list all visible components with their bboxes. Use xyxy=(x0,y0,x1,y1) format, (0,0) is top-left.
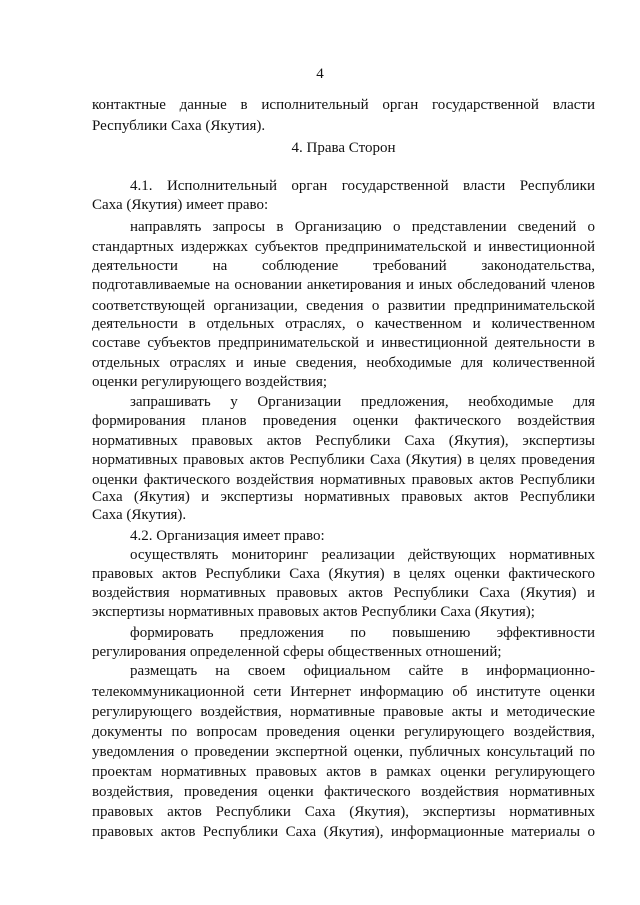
text-line: регулирующего воздействия, нормативные правовые акты и методические xyxy=(92,704,595,720)
text-line: направлять запросы в Организацию о представлении сведений о xyxy=(130,219,595,235)
text-line: 4.1. Исполнительный орган государственной власти Республики xyxy=(130,178,595,194)
section-heading: 4. Права Сторон xyxy=(291,140,396,156)
text-line: соответствующей организации, сведения о развитии предпринимательской xyxy=(92,298,595,314)
text-line: документы по вопросам проведения оценки регулирующего воздействия, xyxy=(92,724,595,740)
text-line: Республики Саха (Якутия). xyxy=(92,118,266,134)
text-line: Саха (Якутия) и экспертизы нормативных правовых актов Республики xyxy=(92,489,595,505)
text-line: деятельности в отдельных отраслях, о качественном и количественном xyxy=(92,316,595,332)
text-line: телекоммуникационной сети Интернет информацию об институте оценки xyxy=(92,684,595,700)
text-line: подготавливаемые на основании анкетирования и иных обследований членов xyxy=(92,277,595,293)
text-line: составе субъектов предпринимательской и инвестиционной деятельности в xyxy=(92,335,595,351)
text-line: контактные данные в исполнительный орган государственной власти xyxy=(92,97,595,113)
text-line: Саха (Якутия) имеет право: xyxy=(92,197,269,213)
text-line: воздействия нормативных правовых актов Республики Саха (Якутия) и xyxy=(92,585,595,601)
text-line: формировать предложения по повышению эффективности xyxy=(130,625,595,641)
text-line: деятельности на соблюдение требований законодательства, xyxy=(92,258,595,274)
text-line: 4.2. Организация имеет право: xyxy=(130,528,325,544)
text-line: экспертизы нормативных правовых актов Республики Саха (Якутия); xyxy=(92,604,535,620)
text-line: проектам нормативных правовых актов в рамках оценки регулирующего xyxy=(92,764,595,780)
text-line: воздействия, проведения оценки фактического воздействия нормативных xyxy=(92,784,595,800)
text-line: Саха (Якутия). xyxy=(92,507,187,523)
text-line: отдельных отраслях и иные сведения, необходимые для количественной xyxy=(92,355,595,371)
text-line: оценки регулирующего воздействия; xyxy=(92,374,328,390)
text-line: правовых актов Республики Саха (Якутия), информационные материалы о xyxy=(92,824,595,840)
text-line: правовых актов Республики Саха (Якутия) в целях оценки фактического xyxy=(92,566,595,582)
text-line: регулирования определенной сферы общественных отношений; xyxy=(92,644,502,660)
text-line: правовых актов Республики Саха (Якутия), экспертизы нормативных xyxy=(92,804,595,820)
text-line: осуществлять мониторинг реализации действующих нормативных xyxy=(130,547,595,563)
text-line: стандартных издержках субъектов предпринимательской и инвестиционной xyxy=(92,239,595,255)
text-line: размещать на своем официальном сайте в информационно- xyxy=(130,663,595,679)
text-line: формирования планов проведения оценки фактического воздействия xyxy=(92,413,595,429)
text-line: оценки фактического воздействия нормативных правовых актов Республики xyxy=(92,472,595,488)
text-line: нормативных правовых актов Республики Саха (Якутия) в целях проведения xyxy=(92,452,595,468)
text-line: уведомления о проведении экспертной оценки, публичных консультаций по xyxy=(92,744,595,760)
page-number: 4 xyxy=(316,66,324,82)
text-line: нормативных правовых актов Республики Саха (Якутия), экспертизы xyxy=(92,433,595,449)
text-line: запрашивать у Организации предложения, необходимые для xyxy=(130,394,595,410)
